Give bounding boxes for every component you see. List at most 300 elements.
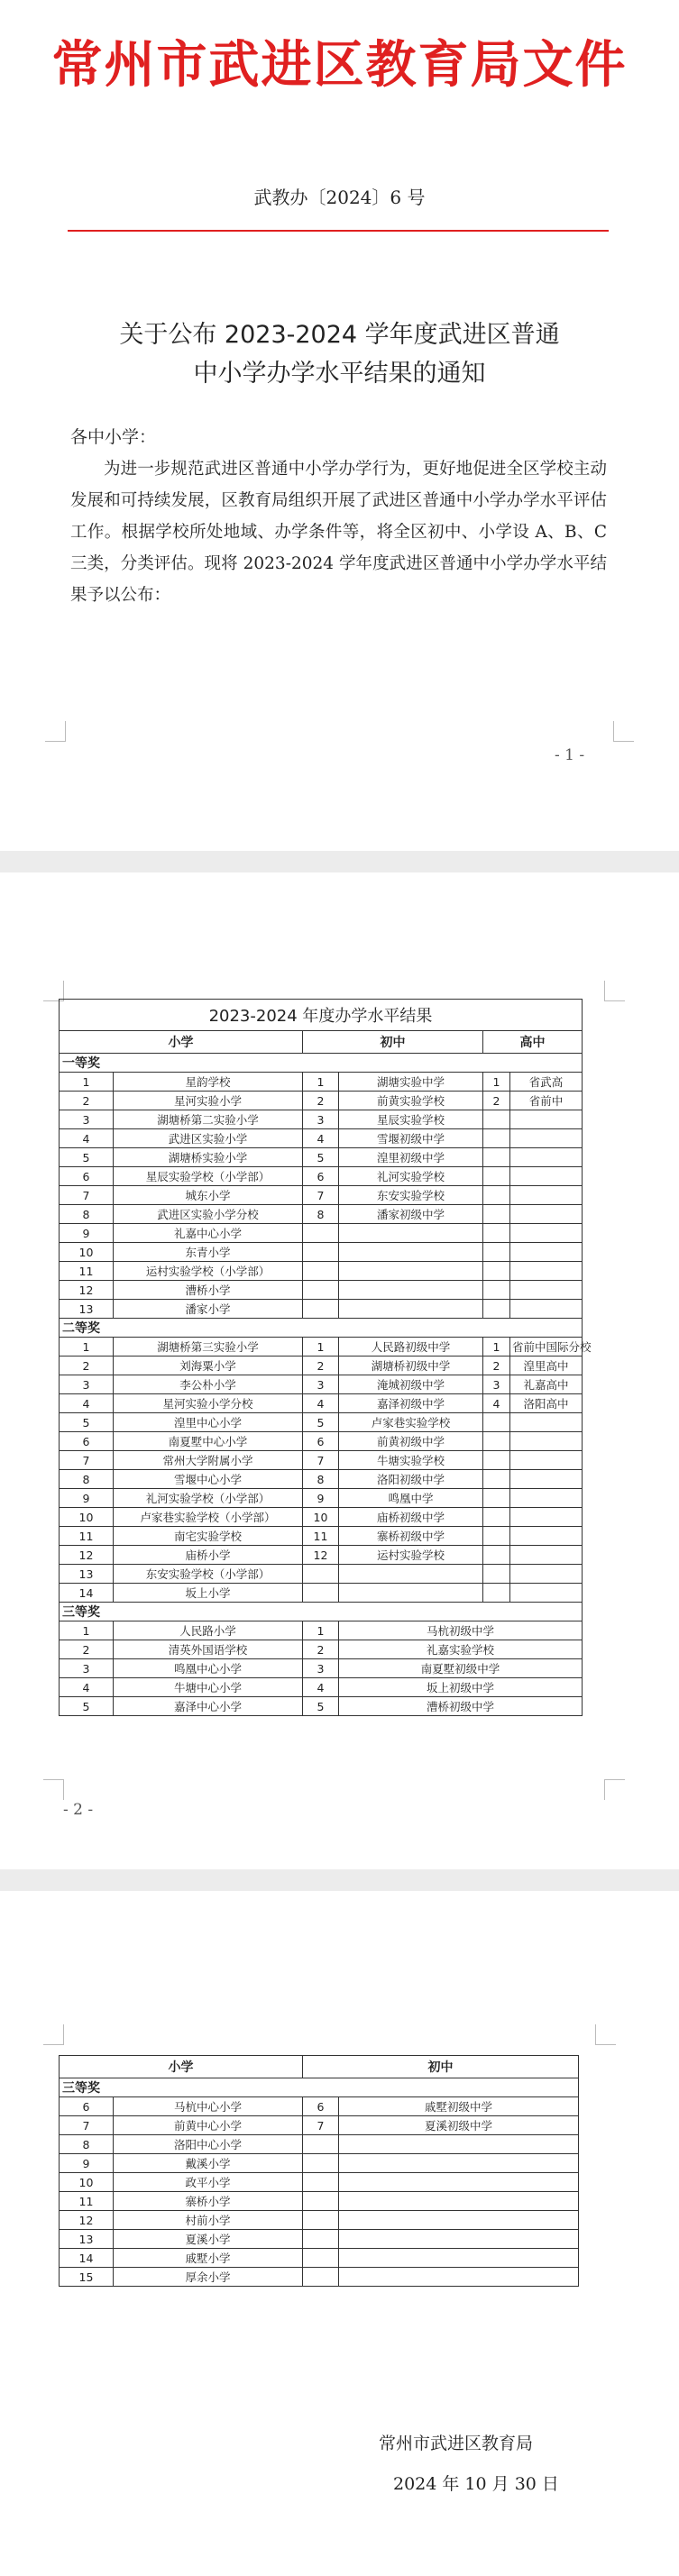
high-school: 湟里高中: [510, 1357, 583, 1375]
table-row: [60, 1167, 583, 1186]
primary-school: 人民路小学: [114, 1621, 303, 1640]
primary-school: 鸣凰中心小学: [114, 1659, 303, 1678]
signature-date: 2024 年 10 月 30 日: [393, 2474, 559, 2494]
middle-school: [339, 2249, 579, 2268]
header-middle: 初中: [303, 2056, 579, 2078]
header-middle: 初中: [303, 1031, 483, 1054]
notice-title-line1: 关于公布 2023-2024 学年度武进区普通: [119, 321, 560, 349]
middle-school: 庙桥初级中学: [339, 1508, 483, 1527]
primary-rank: 2: [60, 1357, 114, 1375]
table-row: [60, 1470, 583, 1489]
table-row: [60, 1546, 583, 1565]
section-label-row: [60, 1054, 583, 1073]
high-rank: [483, 1262, 510, 1281]
table-row: [60, 1413, 583, 1432]
high-rank: 3: [483, 1375, 510, 1394]
high-school: [510, 1262, 583, 1281]
high-school: [510, 1470, 583, 1489]
primary-rank: 9: [60, 2154, 114, 2173]
middle-rank: 5: [303, 1413, 339, 1432]
middle-school: 坂上初级中学: [339, 1678, 583, 1697]
primary-rank: 7: [60, 2116, 114, 2135]
high-school: [510, 1148, 583, 1167]
crop-mark: [43, 2024, 64, 2045]
high-rank: [483, 1300, 510, 1319]
section-label: 三等奖: [60, 2078, 579, 2097]
primary-rank: 13: [60, 1565, 114, 1584]
primary-school: 戴溪小学: [114, 2154, 303, 2173]
page-3: [0, 1891, 679, 2576]
middle-rank: [303, 2249, 339, 2268]
middle-school: [339, 2173, 579, 2192]
primary-school: 漕桥小学: [114, 1281, 303, 1300]
primary-rank: 6: [60, 1432, 114, 1451]
primary-school: 前黄中心小学: [114, 2116, 303, 2135]
middle-rank: 3: [303, 1110, 339, 1129]
middle-rank: 4: [303, 1678, 339, 1697]
high-school: [510, 1186, 583, 1205]
primary-school: 星韵学校: [114, 1073, 303, 1092]
primary-rank: 4: [60, 1394, 114, 1413]
high-school: [510, 1224, 583, 1243]
middle-school: 礼河实验学校: [339, 1167, 483, 1186]
middle-rank: [303, 2154, 339, 2173]
table-row: [60, 1678, 583, 1697]
middle-school: [339, 1300, 483, 1319]
middle-rank: 1: [303, 1073, 339, 1092]
middle-rank: 7: [303, 1186, 339, 1205]
table-row: [60, 1300, 583, 1319]
table-row: [60, 2268, 579, 2287]
primary-school: 厚余小学: [114, 2268, 303, 2287]
table-row: [60, 2230, 579, 2249]
middle-school: [339, 1262, 483, 1281]
first-prize-section: [60, 1054, 583, 1319]
primary-school: 刘海粟小学: [114, 1357, 303, 1375]
high-rank: [483, 1129, 510, 1148]
middle-school: 前黄实验学校: [339, 1092, 483, 1110]
primary-rank: 13: [60, 2230, 114, 2249]
high-school: [510, 1546, 583, 1565]
primary-rank: 10: [60, 1243, 114, 1262]
primary-school: 政平小学: [114, 2173, 303, 2192]
primary-rank: 8: [60, 1470, 114, 1489]
page-number: - 2 -: [63, 1801, 94, 1819]
table-row: [60, 1224, 583, 1243]
primary-school: 村前小学: [114, 2211, 303, 2230]
crop-mark: [595, 2024, 616, 2045]
high-school: [510, 1281, 583, 1300]
middle-school: 星辰实验学校: [339, 1110, 483, 1129]
primary-school: 湖塘桥第二实验小学: [114, 1110, 303, 1129]
high-school: [510, 1527, 583, 1546]
signature-org: 常州市武进区教育局: [379, 2434, 534, 2453]
middle-school: 寨桥初级中学: [339, 1527, 483, 1546]
header-high: 高中: [483, 1031, 583, 1054]
primary-school: 东青小学: [114, 1243, 303, 1262]
section-label: 二等奖: [60, 1319, 583, 1338]
middle-rank: 5: [303, 1697, 339, 1716]
high-school: [510, 1243, 583, 1262]
table-row: [60, 1489, 583, 1508]
notice-title: [72, 315, 607, 393]
table-row: [60, 1281, 583, 1300]
primary-school: 洛阳中心小学: [114, 2135, 303, 2154]
primary-rank: 3: [60, 1659, 114, 1678]
middle-rank: 8: [303, 1470, 339, 1489]
middle-school: 马杭初级中学: [339, 1621, 583, 1640]
middle-rank: [303, 2173, 339, 2192]
primary-school: 东安实验学校（小学部）: [114, 1565, 303, 1584]
salutation: 各中小学：: [70, 427, 157, 447]
middle-rank: 11: [303, 1527, 339, 1546]
primary-rank: 15: [60, 2268, 114, 2287]
high-school: 省前中: [510, 1092, 583, 1110]
third-prize-section: [60, 1603, 583, 1716]
table-row: [60, 1640, 583, 1659]
high-rank: [483, 1224, 510, 1243]
primary-rank: 13: [60, 1300, 114, 1319]
primary-rank: 1: [60, 1338, 114, 1357]
middle-school: [339, 2211, 579, 2230]
middle-rank: [303, 2268, 339, 2287]
primary-school: 南宅实验学校: [114, 1527, 303, 1546]
table-row: [60, 1357, 583, 1375]
middle-school: 夏溪初级中学: [339, 2116, 579, 2135]
middle-rank: 7: [303, 2116, 339, 2135]
middle-school: 人民路初级中学: [339, 1338, 483, 1357]
primary-rank: 9: [60, 1224, 114, 1243]
middle-school: 牛塘实验学校: [339, 1451, 483, 1470]
primary-school: 李公朴小学: [114, 1375, 303, 1394]
section-label-row: [60, 1319, 583, 1338]
middle-rank: 7: [303, 1451, 339, 1470]
middle-rank: 10: [303, 1508, 339, 1527]
middle-school: 卢家巷实验学校: [339, 1413, 483, 1432]
table-row: [60, 1394, 583, 1413]
table-row: [60, 1110, 583, 1129]
high-school: [510, 1451, 583, 1470]
primary-rank: 1: [60, 1073, 114, 1092]
primary-rank: 3: [60, 1375, 114, 1394]
crop-mark: [45, 721, 66, 742]
table-row: [60, 2192, 579, 2211]
middle-rank: 2: [303, 1357, 339, 1375]
middle-rank: 2: [303, 1640, 339, 1659]
middle-school: 嘉泽初级中学: [339, 1394, 483, 1413]
primary-rank: 10: [60, 1508, 114, 1527]
middle-rank: [303, 2135, 339, 2154]
high-rank: [483, 1527, 510, 1546]
middle-rank: 6: [303, 1432, 339, 1451]
high-rank: 4: [483, 1394, 510, 1413]
primary-school: 戚墅小学: [114, 2249, 303, 2268]
table-row: [60, 1338, 583, 1357]
table-row: [60, 1129, 583, 1148]
primary-rank: 8: [60, 1205, 114, 1224]
middle-rank: 6: [303, 2097, 339, 2116]
high-school: [510, 1565, 583, 1584]
notice-body: 为进一步规范武进区普通中小学办学行为，更好地促进全区学校主动发展和可持续发展，区教育局组织开展了武进区普通中小学办学水平评估工作。根据学校所处地域、办学条件等，将全区初中、小学设 A、B、C 三类，分类评估。现将 2023-2024 学年度武进区普通中小学办学水平结果予以公布：: [70, 460, 607, 605]
table-row: [60, 1527, 583, 1546]
middle-school: 礼嘉实验学校: [339, 1640, 583, 1659]
primary-rank: 11: [60, 1262, 114, 1281]
middle-rank: [303, 2230, 339, 2249]
primary-school: 武进区实验小学分校: [114, 1205, 303, 1224]
primary-rank: 9: [60, 1489, 114, 1508]
middle-rank: 4: [303, 1129, 339, 1148]
high-rank: [483, 1584, 510, 1603]
primary-school: 牛塘中心小学: [114, 1678, 303, 1697]
page-number: - 1 -: [555, 746, 585, 764]
middle-rank: [303, 1262, 339, 1281]
primary-school: 礼嘉中心小学: [114, 1224, 303, 1243]
high-rank: [483, 1470, 510, 1489]
primary-rank: 11: [60, 2192, 114, 2211]
table-row: [60, 2249, 579, 2268]
high-school: [510, 1508, 583, 1527]
primary-school: 湟里中心小学: [114, 1413, 303, 1432]
primary-rank: 11: [60, 1527, 114, 1546]
table-row: [60, 2173, 579, 2192]
primary-school: 夏溪小学: [114, 2230, 303, 2249]
page-2: [0, 872, 679, 1869]
middle-rank: 3: [303, 1659, 339, 1678]
table-row: [60, 1205, 583, 1224]
middle-rank: [303, 1565, 339, 1584]
primary-school: 马杭中心小学: [114, 2097, 303, 2116]
primary-school: 坂上小学: [114, 1584, 303, 1603]
high-rank: 2: [483, 1357, 510, 1375]
document-header-title: 常州市武进区教育局文件: [51, 35, 628, 95]
crop-mark: [604, 981, 625, 1001]
primary-rank: 5: [60, 1413, 114, 1432]
high-rank: [483, 1186, 510, 1205]
table-row: [60, 1375, 583, 1394]
middle-school: 南夏墅初级中学: [339, 1659, 583, 1678]
middle-rank: 8: [303, 1205, 339, 1224]
middle-school: [339, 1565, 483, 1584]
high-rank: [483, 1432, 510, 1451]
middle-school: [339, 1584, 483, 1603]
crop-mark: [613, 721, 634, 742]
high-rank: [483, 1110, 510, 1129]
high-rank: [483, 1243, 510, 1262]
high-school: 洛阳高中: [510, 1394, 583, 1413]
middle-school: [339, 2230, 579, 2249]
primary-school: 庙桥小学: [114, 1546, 303, 1565]
primary-school: 卢家巷实验学校（小学部）: [114, 1508, 303, 1527]
high-rank: [483, 1205, 510, 1224]
primary-rank: 4: [60, 1678, 114, 1697]
middle-rank: [303, 1224, 339, 1243]
middle-school: 运村实验学校: [339, 1546, 483, 1565]
primary-school: 湖塘桥第三实验小学: [114, 1338, 303, 1357]
table-row: [60, 1697, 583, 1716]
results-table: [59, 999, 592, 1716]
primary-school: 寨桥小学: [114, 2192, 303, 2211]
primary-school: 礼河实验学校（小学部）: [114, 1489, 303, 1508]
middle-rank: 1: [303, 1621, 339, 1640]
middle-rank: 1: [303, 1338, 339, 1357]
middle-rank: 3: [303, 1375, 339, 1394]
primary-rank: 8: [60, 2135, 114, 2154]
middle-school: 戚墅初级中学: [339, 2097, 579, 2116]
primary-rank: 4: [60, 1129, 114, 1148]
middle-school: 淹城初级中学: [339, 1375, 483, 1394]
middle-school: 雪堰初级中学: [339, 1129, 483, 1148]
primary-school: 城东小学: [114, 1186, 303, 1205]
middle-school: 潘家初级中学: [339, 1205, 483, 1224]
table-row: [60, 1432, 583, 1451]
section-label-row: [60, 1603, 583, 1621]
primary-school: 星河实验小学: [114, 1092, 303, 1110]
high-rank: 1: [483, 1073, 510, 1092]
high-school: 省武高: [510, 1073, 583, 1092]
table-row: [60, 2116, 579, 2135]
high-rank: [483, 1565, 510, 1584]
primary-rank: 14: [60, 1584, 114, 1603]
table-row: [60, 1262, 583, 1281]
primary-school: 常州大学附属小学: [114, 1451, 303, 1470]
middle-school: 湖塘桥初级中学: [339, 1357, 483, 1375]
section-label: 三等奖: [60, 1603, 583, 1621]
high-school: 礼嘉高中: [510, 1375, 583, 1394]
middle-school: 湖塘实验中学: [339, 1073, 483, 1092]
primary-rank: 12: [60, 2211, 114, 2230]
middle-rank: 12: [303, 1546, 339, 1565]
high-school: [510, 1110, 583, 1129]
primary-rank: 12: [60, 1546, 114, 1565]
primary-school: 湖塘桥实验小学: [114, 1148, 303, 1167]
middle-school: 漕桥初级中学: [339, 1697, 583, 1716]
middle-rank: [303, 2211, 339, 2230]
middle-rank: 2: [303, 1092, 339, 1110]
primary-school: 星辰实验学校（小学部）: [114, 1167, 303, 1186]
middle-rank: 6: [303, 1167, 339, 1186]
middle-school: 前黄初级中学: [339, 1432, 483, 1451]
middle-school: [339, 2268, 579, 2287]
high-rank: [483, 1489, 510, 1508]
high-rank: 2: [483, 1092, 510, 1110]
high-rank: [483, 1546, 510, 1565]
middle-rank: [303, 1243, 339, 1262]
middle-rank: [303, 1584, 339, 1603]
third-prize-section-continued: [60, 2078, 579, 2287]
primary-rank: 3: [60, 1110, 114, 1129]
high-school: [510, 1584, 583, 1603]
primary-school: 清英外国语学校: [114, 1640, 303, 1659]
table-row: [60, 2154, 579, 2173]
high-rank: [483, 1148, 510, 1167]
table-row: [60, 1148, 583, 1167]
high-rank: [483, 1413, 510, 1432]
high-school: [510, 1413, 583, 1432]
primary-rank: 2: [60, 1092, 114, 1110]
primary-rank: 1: [60, 1621, 114, 1640]
header-primary: 小学: [60, 1031, 303, 1054]
high-rank: [483, 1451, 510, 1470]
table-row: [60, 1092, 583, 1110]
primary-rank: 5: [60, 1697, 114, 1716]
high-rank: [483, 1281, 510, 1300]
primary-rank: 6: [60, 1167, 114, 1186]
table-row: [60, 1451, 583, 1470]
middle-school: 洛阳初级中学: [339, 1470, 483, 1489]
middle-school: [339, 2135, 579, 2154]
primary-rank: 6: [60, 2097, 114, 2116]
high-school: 省前中国际分校: [510, 1338, 583, 1357]
primary-rank: 10: [60, 2173, 114, 2192]
high-rank: [483, 1167, 510, 1186]
middle-rank: [303, 1281, 339, 1300]
primary-school: 运村实验学校（小学部）: [114, 1262, 303, 1281]
middle-school: [339, 2192, 579, 2211]
primary-school: 潘家小学: [114, 1300, 303, 1319]
table-row: [60, 2135, 579, 2154]
table-row: [60, 1659, 583, 1678]
high-rank: 1: [483, 1338, 510, 1357]
table-row: [60, 1243, 583, 1262]
high-school: [510, 1167, 583, 1186]
primary-school: 武进区实验小学: [114, 1129, 303, 1148]
table-row: [60, 1565, 583, 1584]
table-title: 2023-2024 年度办学水平结果: [60, 1000, 583, 1031]
middle-rank: 5: [303, 1148, 339, 1167]
red-divider: [68, 230, 609, 232]
middle-rank: [303, 1300, 339, 1319]
high-school: [510, 1129, 583, 1148]
middle-school: 湟里初级中学: [339, 1148, 483, 1167]
high-school: [510, 1300, 583, 1319]
table-row: [60, 1073, 583, 1092]
middle-school: 东安实验学校: [339, 1186, 483, 1205]
primary-rank: 5: [60, 1148, 114, 1167]
table-row: [60, 2097, 579, 2116]
primary-school: 嘉泽中心小学: [114, 1697, 303, 1716]
header-primary: 小学: [60, 2056, 303, 2078]
notice-title-line2: 中小学办学水平结果的通知: [193, 360, 486, 388]
high-school: [510, 1205, 583, 1224]
middle-rank: 4: [303, 1394, 339, 1413]
middle-school: [339, 1281, 483, 1300]
high-school: [510, 1432, 583, 1451]
second-prize-section: [60, 1319, 592, 1603]
high-rank: [483, 1508, 510, 1527]
primary-school: 雪堰中心小学: [114, 1470, 303, 1489]
results-table-continued: [59, 2055, 579, 2287]
middle-rank: 9: [303, 1489, 339, 1508]
high-school: [510, 1489, 583, 1508]
table-row: [60, 1584, 583, 1603]
primary-school: 南夏墅中心小学: [114, 1432, 303, 1451]
primary-school: 星河实验小学分校: [114, 1394, 303, 1413]
middle-school: [339, 1224, 483, 1243]
table-row: [60, 1621, 583, 1640]
section-label: 一等奖: [60, 1054, 583, 1073]
table-row: [60, 1186, 583, 1205]
middle-school: [339, 1243, 483, 1262]
primary-rank: 14: [60, 2249, 114, 2268]
crop-mark: [604, 1779, 625, 1800]
table-row: [60, 1508, 583, 1527]
table-row: [60, 2211, 579, 2230]
middle-school: [339, 2154, 579, 2173]
middle-school: 鸣凰中学: [339, 1489, 483, 1508]
page-1: [0, 0, 679, 851]
primary-rank: 7: [60, 1451, 114, 1470]
middle-rank: [303, 2192, 339, 2211]
